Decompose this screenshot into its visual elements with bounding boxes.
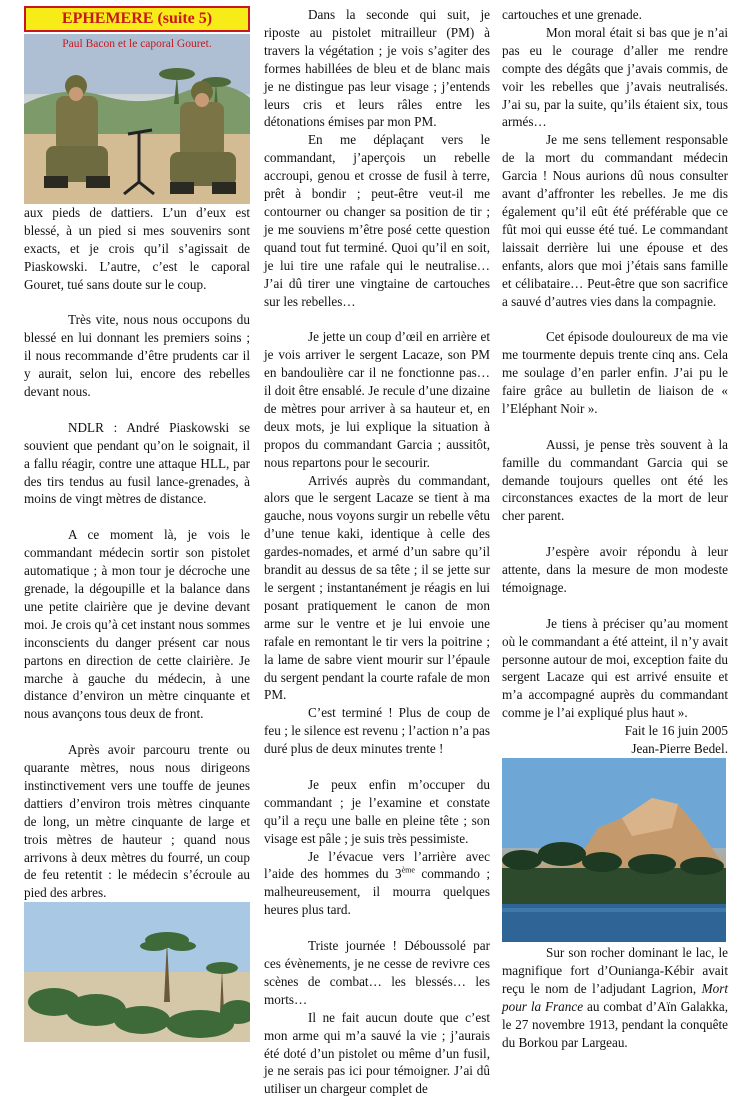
paragraph: Après avoir parcouru trente ou quarante mètres, nous nous dirigeons instinctivement vers une touffe de jeunes dattiers d’environ trois mètres cinquante de long, un mètre cinquante de large et trois mètres de hauteur ; quand nous arrivons à deux mètres du fourré, un coup de feu retentit : le médecin s’écroule au pied des arbres. xyxy=(24,742,250,901)
article-title: EPHEMERE (suite 5) xyxy=(24,6,250,32)
paragraph: aux pieds de dattiers. L’un d’eux est blessé, à un pied si mes souvenirs sont exacts, et je crois qu’il s’agissait de Piaskowski. L’autre, c’est le caporal Gouret, tué sans doute sur le coup. xyxy=(24,205,250,292)
superscript: ème xyxy=(401,866,415,876)
paragraph: Je jette un coup d’œil en arrière et je vois arriver le sergent Lacaze, son PM en bandoulière car il ne fonctionne pas… il doit être ensablé. Je recule d’une dizaine de mètres pour arriver à sa hauteur et, en deux mots, je lui explique la situation à propos du commandant Garcia ; aussitôt, nous repartons pour le secourir. xyxy=(264,329,490,470)
paragraph: Cet épisode douloureux de ma vie me tourmente depuis trente cinq ans. Cela me soulage d’en parler enfin. J’ai pu le faire grâce au bulletin de liaison de « l’Eléphant Noir ». xyxy=(502,329,728,416)
paragraph: Triste journée ! Déboussolé par ces évènements, je ne cesse de revivre ces scènes de combat… les blessés… les morts… xyxy=(264,938,490,1007)
column-2 xyxy=(264,6,490,1098)
column-3 xyxy=(502,6,728,758)
paragraph: Aussi, je pense très souvent à la famille du commandant Garcia qui se demande toujours quelles ont été les circonstances exactes de la mort de leur cher parent. xyxy=(502,436,728,524)
photo-caption: Paul Bacon et le caporal Gouret. xyxy=(62,38,212,50)
text-span: commando ; malheureusement, il mourra quelques heures plus tard. xyxy=(264,866,490,918)
signature-name: Jean-Pierre Bedel. xyxy=(631,741,728,757)
palm-oasis-photo xyxy=(24,902,250,1042)
paragraph: Arrivés auprès du commandant, alors que le sergent Lacaze se tient à ma gauche, nous voyons surgir un rebelle vêtu d’une tenue kaki, identique à celle des gardes-nomades, et armé d’un sabre qu’il brandit au dessus de sa tête ; il se jette sur le sergent ; instantanément je réagis en lui posant pratiquement le canon de mon arme sur le ventre et je lui envoie une rafale en remontant le tir vers la poitrine ; la lame de sabre vient mourir sur l’épaule du sergent pendant la courte rafale de mon PM. xyxy=(264,472,490,703)
soldiers-photo xyxy=(24,34,250,204)
paragraph: En me déplaçant vers le commandant, j’aperçois un rebelle accroupi, genou et crosse de fusil à terre, prêt à bondir ; peut-être veut-il me contourner ou changer sa position de tir ; je me souviens m’être posé cette question quand tout fut terminé. Quoi qu’il en soit, je lui tire une rafale qui le neutralise… J’ai dû tirer une vingtaine de cartouches sur les rebelles… xyxy=(264,132,490,309)
italic-text: Mort pour la France xyxy=(502,980,728,1014)
soldiers-photo-drawing xyxy=(24,34,250,204)
editor-note: NDLR : André Piaskowski se souvient que pendant qu’on le soignait, il a fallu réagir, contre une attaque HLL, par des tirs tendus au fusil lance-grenades, à moins de vingt mètres de distance. xyxy=(24,419,250,507)
column-1 xyxy=(24,6,250,902)
fort-lake-drawing xyxy=(502,758,726,942)
paragraph: Il ne fait aucun doute que c’est mon arme qui m’a sauvé la vie ; j’aurais été doté d’un pistolet ou même d’un fusil, je ne serais pas ici pour témoigner. J’ai dû utiliser un chargeur complet de xyxy=(264,1009,490,1097)
paragraph: Je peux enfin m’occuper du commandant ; je l’examine et constate qu’il a reçu une balle en pleine tête ; son visage est pâle ; je suis très pessimiste. xyxy=(264,776,490,846)
paragraph: C’est terminé ! Plus de coup de feu ; le silence est revenu ; l’action n’a pas duré plus de deux minutes trente ! xyxy=(264,705,490,757)
paragraph: Très vite, nous nous occupons du blessé en lui donnant les premiers soins ; il nous recommande d’être prudents car il y aurait, selon lui, encore des rebelles devant nous. xyxy=(24,312,250,400)
signature-date: Fait le 16 juin 2005 xyxy=(624,723,728,739)
text-span: Je l’évacue vers l’arrière avec l’aide des hommes du 3 xyxy=(264,848,490,882)
paragraph xyxy=(264,848,490,920)
paragraph: A ce moment là, je vois le commandant médecin sortir son pistolet automatique ; à mon tour je décroche une grenade, la dégoupille et la balance dans une petite clairière que je devine devant moi. Je crois qu’à cet instant nous sommes inconscients du danger présent car nous partons en direction de cette clairière. Je marche à gauche du médecin, à une distance d’environ un mètre cinquante et nous avançons tous deux de front. xyxy=(24,527,250,722)
paragraph: Je me sens tellement responsable de la mort du commandant médecin Garcia ! Nous aurions dû nous consulter avant d’affronter les rebelles. Je me dis également qu’il eût été préférable que ce fût moi qui eusse été tué. Le commandant laissait derrière lui une épouse et des enfants, alors que moi j’étais sans famille et célibataire… Peut-être que son sacrifice a sauvé d’autres vies dans la compagnie. xyxy=(502,132,728,309)
paragraph: Dans la seconde qui suit, je riposte au pistolet mitrailleur (PM) à travers la végétation ; je vois s’agiter des formes habillées de bleu et de blanc mais je ne distingue pas leur visage ; j’entends leurs cris et leurs râles entre les détonations émises par mon PM. xyxy=(264,7,490,130)
fort-lake-photo xyxy=(502,758,726,942)
fort-photo-caption xyxy=(502,944,728,1051)
text-span: au combat d’Aïn Galakka, le 27 novembre 1913, pendant la conquête du Borkou par Largeau. xyxy=(502,998,728,1050)
paragraph: Mon moral était si bas que je n’ai pas eu le courage d’aller me rendre compte des dégâts que j’avais commis, de voir les rebelles que j’avais neutralisés. J’ai su, par la suite, qu’ils étaient six, tous armés… xyxy=(502,24,728,130)
paragraph: Je tiens à préciser qu’au moment où le commandant a été atteint, il n’y avait personne autour de moi, exception faite du sergent Lacaze qui est arrivé ensuite et m’a accompagné auprès du commandant comme je l’ai expliqué plus haut ». xyxy=(502,615,728,721)
text-span: Sur son rocher dominant le lac, le magnifique fort d’Ounianga-Kébir avait reçu le nom de l’adjudant Lagrion, xyxy=(502,945,728,996)
paragraph: cartouches et une grenade. xyxy=(502,7,642,22)
caption-paragraph xyxy=(502,944,728,1051)
paragraph: J’espère avoir répondu à leur attente, dans la mesure de mon modeste témoignage. xyxy=(502,544,728,595)
palm-oasis-drawing xyxy=(24,902,250,1042)
